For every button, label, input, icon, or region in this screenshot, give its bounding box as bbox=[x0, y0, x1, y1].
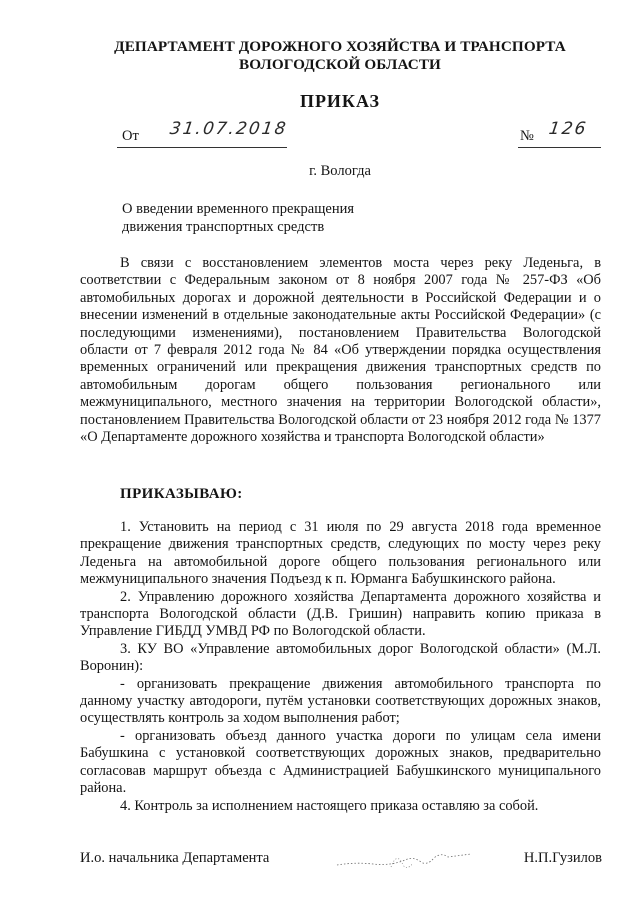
signer-position: И.о. начальника Департамента bbox=[80, 850, 270, 866]
order-item-3: 3. КУ ВО «Управление автомобильных дорог Вологодской области» (М.Л. Воронин): bbox=[80, 640, 601, 675]
order-item-1: 1. Установить на период с 31 июля по 29 августа 2018 года временное прекращение движения транспортных средств, следующих по мосту через реку Леденьга на автомобильной дороге общего пользования регионального или межмуниципального значения Подъезд к п. Юрманга Бабушкинского района. bbox=[80, 519, 601, 588]
order-item-4: 4. Контроль за исполнением настоящего приказа оставляю за собой. bbox=[120, 797, 539, 814]
date-handwritten: 31.07.2018 bbox=[168, 119, 289, 139]
subject-line1: О введении временного прекращения bbox=[122, 201, 355, 217]
order-item-3-sub-b: - организовать объезд данного участка дороги по улицам села имени Бабушкина с установкой соответствующих дорожных знаков, предварительно согласовав маршрут объезда с Администрацией Бабушкинского муниципального района. bbox=[80, 727, 601, 797]
number-underline bbox=[518, 147, 601, 148]
number-handwritten: 126 bbox=[547, 119, 589, 139]
department-name-line2: ВОЛОГОДСКОЙ ОБЛАСТИ bbox=[239, 56, 441, 73]
order-subject bbox=[122, 200, 422, 236]
city: г. Вологда bbox=[309, 163, 371, 179]
preamble-text: В связи с восстановлением элементов моста через реку Леденьга, в соответствии с Федеральным законом от 8 ноября 2007 года № 257-ФЗ «Об автомобильных дорогах и дорожной деятельности в Российской Федерации и о внесении изменений в отдельные законодательные акты Российской Федерации» (с последующими изменениями), постановлением Правительства Вологодской области от 7 февраля 2012 года № 84 «Об утверждении порядка осуществления временных ограничений или прекращения движения транспортных средств по автомобильным дорогам общего пользования регионального или межмуниципального, местного значения на территории Вологодской области», постановлением Правительства Вологодской области от 23 ноября 2012 года № 1377 «О Департаменте дорожного хозяйства и транспорта Вологодской области» bbox=[80, 255, 601, 446]
preamble bbox=[80, 255, 601, 446]
signature-mark bbox=[335, 843, 475, 873]
date-underline bbox=[117, 147, 287, 148]
order-item-3-sub-a: - организовать прекращение движения автомобильного транспорта по данному участку автодороги, путём установки соответствующих дорожных знаков, осуществлять контроль за ходом выполнения работ; bbox=[80, 675, 601, 727]
subject-line2: движения транспортных средств bbox=[122, 219, 325, 235]
order-item-2: 2. Управлению дорожного хозяйства Департамента дорожного хозяйства и транспорта Вологодской области (Д.В. Гришин) направить копию приказа в Управление ГИБДД УМВД РФ по Вологодской области. bbox=[80, 588, 601, 640]
order-items bbox=[80, 519, 601, 815]
signer-name: Н.П.Гузилов bbox=[523, 850, 602, 866]
order-word: ПРИКАЗЫВАЮ: bbox=[120, 486, 243, 502]
department-header bbox=[80, 38, 600, 74]
date-label: От bbox=[122, 128, 139, 144]
department-name-line1: ДЕПАРТАМЕНТ ДОРОЖНОГО ХОЗЯЙСТВА И ТРАНСПОРТА bbox=[114, 38, 566, 55]
document-type-title: ПРИКАЗ bbox=[299, 91, 381, 111]
number-label: № bbox=[520, 128, 534, 144]
